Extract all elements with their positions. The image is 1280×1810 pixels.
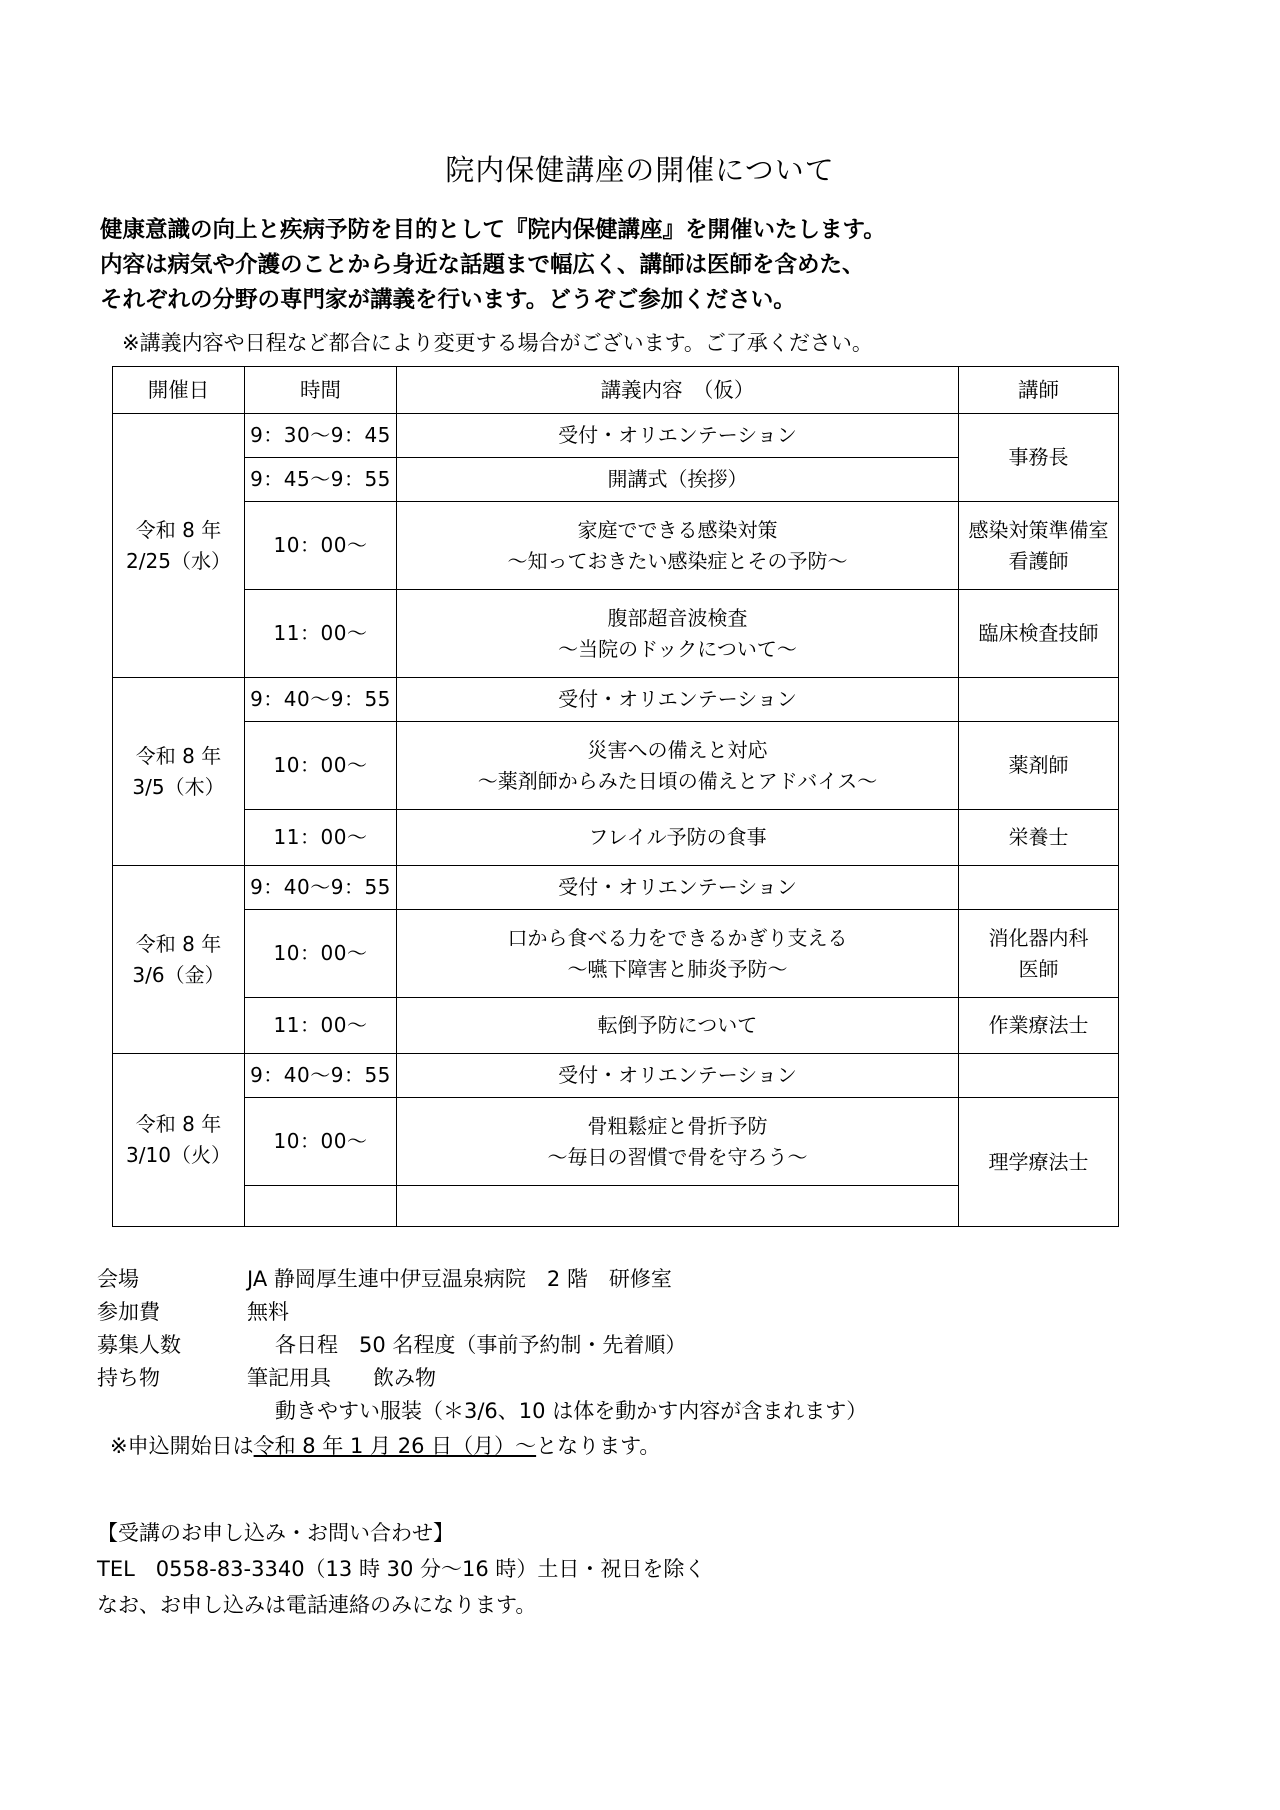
header-lecturer: 講師 [959,367,1119,414]
date-line-2: 3/5（木） [132,774,225,799]
lecturer-line-2: 看護師 [1008,548,1069,573]
cell-lecturer [959,678,1119,722]
contact-block [0,1463,1280,1623]
date-line-2: 3/10（火） [126,1143,231,1167]
header-time: 時間 [245,367,397,414]
table-row [113,1098,1119,1186]
cell-time: 10：00～ [245,722,397,810]
info-row-fee [97,1296,1280,1329]
topic-line-2: ～嚥下障害と肺炎予防～ [567,956,788,981]
date-line-2: 3/6（金） [132,962,225,987]
lecturer-line-1: 感染対策準備室 [968,517,1109,542]
topic-line-2: ～毎日の習慣で骨を守ろう～ [547,1144,808,1169]
cell-time: 9：40～9：55 [245,866,397,910]
cell-topic [397,590,959,678]
table-row [113,1054,1119,1098]
schedule-table-wrapper [0,358,1280,1227]
capacity-value: 各日程 50 名程度（事前予約制・先着順） [275,1333,687,1357]
bring-label: 持ち物 [97,1366,160,1390]
date-line-1: 令和 8 年 [135,517,222,542]
table-row [113,998,1119,1054]
capacity-label: 募集人数 [97,1333,181,1357]
apply-suffix: となります。 [536,1434,661,1458]
cell-time: 9：40～9：55 [245,678,397,722]
cell-date [113,414,245,678]
cell-topic [397,722,959,810]
cell-time: 9：45～9：55 [245,458,397,502]
cell-topic [397,910,959,998]
contact-heading: 【受講のお申し込み・お問い合わせ】 [97,1521,454,1545]
info-row-venue [97,1263,1280,1296]
cell-time: 10：00～ [245,1098,397,1186]
lecturer-line-2: 医師 [1018,956,1059,981]
table-row [113,502,1119,590]
table-header-row [113,367,1119,414]
cell-lecturer: 臨床検査技師 [959,590,1119,678]
lecturer-line-1: 消化器内科 [988,925,1089,950]
cell-time-empty [245,1186,397,1227]
table-row [113,810,1119,866]
table-row [113,866,1119,910]
cell-topic: 受付・オリエンテーション [397,678,959,722]
topic-line-1: 口から食べる力をできるかぎり支える [507,925,848,950]
fee-label: 参加費 [97,1300,160,1324]
topic-line-1: 家庭でできる感染対策 [577,517,778,542]
header-topic: 講義内容 （仮） [397,367,959,414]
cell-topic: 転倒予防について [397,998,959,1054]
cell-lecturer: 栄養士 [959,810,1119,866]
cell-lecturer [959,910,1119,998]
cell-time: 9：40～9：55 [245,1054,397,1098]
table-row [113,722,1119,810]
topic-line-2: ～知っておきたい感染症とその予防～ [507,548,848,573]
contact-tel: TEL 0558-83-3340（13 時 30 分～16 時）土日・祝日を除く [97,1557,706,1581]
intro-line-1: 健康意識の向上と疾病予防を目的として『院内保健講座』を開催いたします。 [100,217,886,243]
table-row [113,414,1119,458]
intro-line-3: それぞれの分野の専門家が講義を行います。どうぞご参加ください。 [100,287,796,313]
cell-time: 10：00～ [245,502,397,590]
date-line-2: 2/25（水） [126,548,231,573]
date-line-1: 令和 8 年 [135,931,222,956]
topic-line-1: 骨粗鬆症と骨折予防 [587,1113,768,1138]
application-start-line [97,1428,1280,1463]
info-row-bring [97,1362,1280,1395]
page-title: 院内保健講座の開催について [445,153,835,187]
topic-line-1: 腹部超音波検査 [607,605,748,630]
cell-lecturer: 理学療法士 [959,1098,1119,1227]
cell-lecturer: 作業療法士 [959,998,1119,1054]
topic-line-1: 災害への備えと対応 [587,737,768,762]
cell-time: 11：00～ [245,810,397,866]
event-info-block [0,1227,1280,1463]
topic-line-2: ～当院のドックについて～ [558,636,797,661]
bring-value: 筆記用具 飲み物 [247,1366,436,1390]
cell-topic [397,502,959,590]
venue-value: JA 静岡厚生連中伊豆温泉病院 2 階 研修室 [247,1267,672,1291]
contact-note: なお、お申し込みは電話連絡のみになります。 [97,1593,537,1617]
cell-date [113,866,245,1054]
cell-topic: 受付・オリエンテーション [397,866,959,910]
cell-date [113,678,245,866]
cell-lecturer [959,866,1119,910]
fee-value: 無料 [247,1300,289,1324]
cell-lecturer: 事務長 [959,414,1119,502]
intro-paragraph [0,189,1280,318]
topic-line-2: ～薬剤師からみた日頃の備えとアドバイス～ [477,768,878,793]
table-row [113,910,1119,998]
apply-date-underlined: 令和 8 年 1 月 26 日（月）～ [253,1434,537,1458]
apply-prefix: ※申込開始日は [110,1434,254,1458]
cell-time: 11：00～ [245,998,397,1054]
cell-lecturer [959,502,1119,590]
cell-date [113,1054,245,1227]
cell-topic-empty [397,1186,959,1227]
date-line-1: 令和 8 年 [135,1112,222,1136]
cell-time: 9：30～9：45 [245,414,397,458]
bring-value-secondary: 動きやすい服装（＊3/6、10 は体を動かす内容が含まれます） [275,1399,868,1423]
cell-topic [397,1098,959,1186]
cell-time: 11：00～ [245,590,397,678]
header-date: 開催日 [113,367,245,414]
cell-lecturer [959,1054,1119,1098]
intro-line-2: 内容は病気や介護のことから身近な話題まで幅広く、講師は医師を含めた、 [100,252,865,278]
cell-lecturer: 薬剤師 [959,722,1119,810]
cell-time: 10：00～ [245,910,397,998]
date-line-1: 令和 8 年 [135,743,222,768]
schedule-table [112,366,1119,1227]
venue-label: 会場 [97,1267,139,1291]
cell-topic: 開講式（挨拶） [397,458,959,502]
table-row [113,590,1119,678]
cell-topic: 受付・オリエンテーション [397,414,959,458]
change-notice: ※講義内容や日程など都合により変更する場合がございます。ご了承ください。 [122,331,873,355]
info-row-capacity [97,1329,1280,1362]
cell-topic: 受付・オリエンテーション [397,1054,959,1098]
cell-topic: フレイル予防の食事 [397,810,959,866]
table-row [113,678,1119,722]
